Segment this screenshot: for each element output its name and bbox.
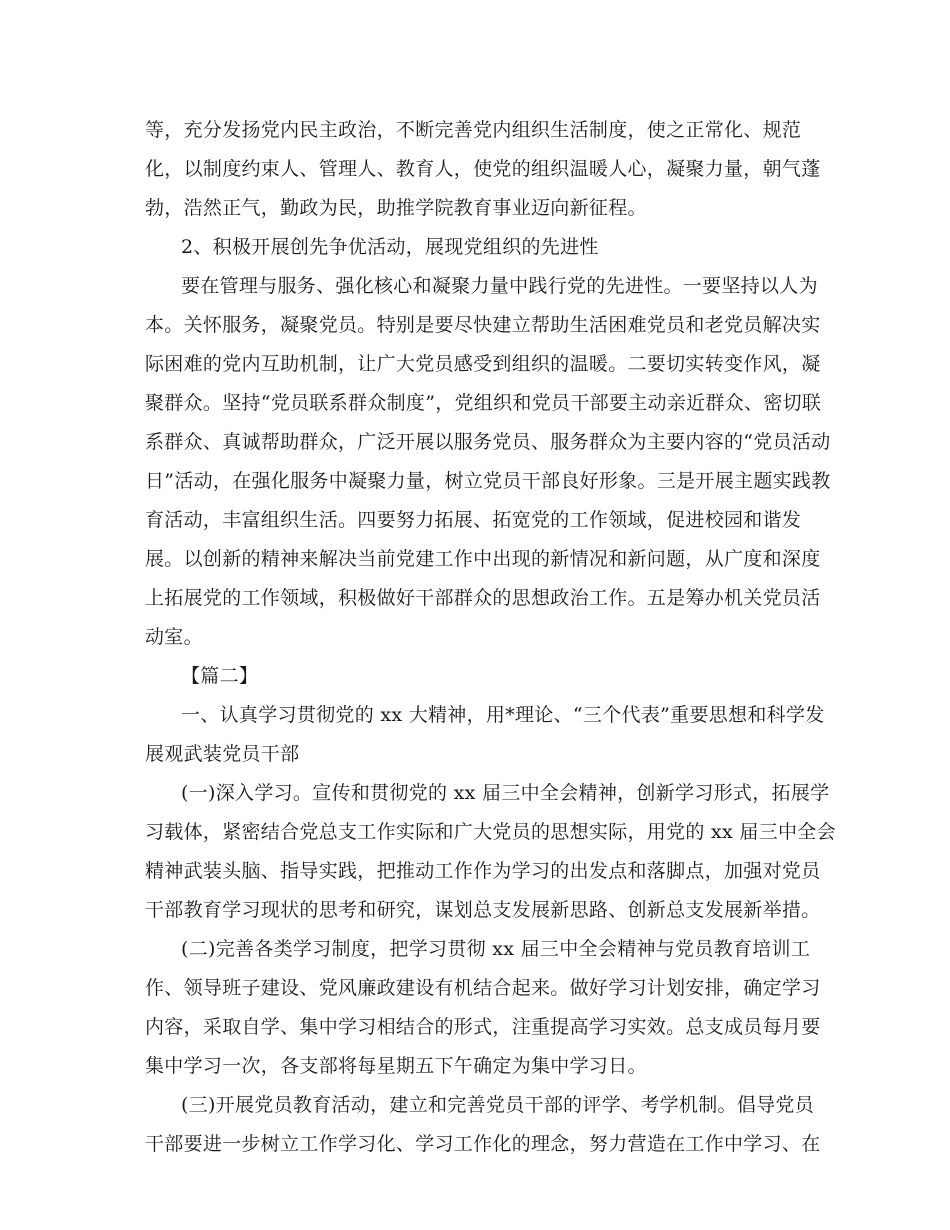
- text-line: 日”活动，在强化服务中凝聚力量，树立党员干部良好形象。三是开展主题实践教: [145, 470, 831, 492]
- text-line: 集中学习一次，各支部将每星期五下午确定为集中学习日。: [145, 1055, 647, 1077]
- text-line: 【篇二】: [181, 665, 259, 687]
- text-line: 上拓展党的工作领域，积极做好干部群众的思想政治工作。五是筹办机关党员活: [145, 587, 821, 609]
- text-line: 习载体，紧密结合党总支工作实际和广大党员的思想实际，用党的 xx 届三中全会: [145, 821, 836, 843]
- text-line: (三)开展党员教育活动，建立和完善党员干部的评学、考学机制。倡导党员: [181, 1094, 815, 1116]
- text-line: 作、领导班子建设、党风廉政建设有机结合起来。做好学习计划安排，确定学习: [145, 977, 821, 999]
- text-line: 际困难的党内互助机制，让广大党员感受到组织的温暖。二要切实转变作风，凝: [145, 353, 821, 375]
- text-line: (一)深入学习。宣传和贯彻党的 xx 届三中全会精神，创新学习形式，拓展学: [181, 782, 830, 804]
- text-line: 精神武装头脑、指导实践，把推动工作作为学习的出发点和落脚点，加强对党员: [145, 860, 821, 882]
- text-line: 等，充分发扬党内民主政治，不断完善党内组织生活制度，使之正常化、规范: [145, 119, 802, 141]
- text-line: 本。关怀服务，凝聚党员。特别是要尽快建立帮助生活困难党员和老党员解决实: [145, 314, 821, 336]
- text-line: 一、认真学习贯彻党的 xx 大精神，用*理论、“三个代表”重要思想和科学发: [181, 704, 825, 726]
- text-line: 系群众、真诚帮助群众，广泛开展以服务党员、服务群众为主要内容的“党员活动: [145, 431, 831, 453]
- text-line: 勃，浩然正气，勤政为民，助推学院教育事业迈向新征程。: [145, 197, 647, 219]
- text-line: 要在管理与服务、强化核心和凝聚力量中践行党的先进性。一要坚持以人为: [181, 275, 818, 297]
- text-line: 展。以创新的精神来解决当前党建工作中出现的新情况和新问题，从广度和深度: [145, 548, 821, 570]
- text-line: 干部教育学习现状的思考和研究，谋划总支发展新思路、创新总支发展新举措。: [145, 899, 821, 921]
- text-line: 展观武装党员干部: [145, 743, 300, 765]
- text-line: 育活动，丰富组织生活。四要努力拓展、拓宽党的工作领域，促进校园和谐发: [145, 509, 802, 531]
- text-line: 聚群众。坚持“党员联系群众制度”，党组织和党员干部要主动亲近群众、密切联: [145, 392, 822, 414]
- text-line: (二)完善各类学习制度，把学习贯彻 xx 届三中全会精神与党员教育培训工: [181, 938, 811, 960]
- text-line: 2、积极开展创先争优活动，展现党组织的先进性: [181, 236, 599, 258]
- text-line: 化，以制度约束人、管理人、教育人，使党的组织温暖人心，凝聚力量，朝气蓬: [145, 158, 821, 180]
- text-line: 干部要进一步树立工作学习化、学习工作化的理念，努力营造在工作中学习、在: [145, 1133, 821, 1155]
- text-line: 内容，采取自学、集中学习相结合的形式，注重提高学习实效。总支成员每月要: [145, 1016, 821, 1038]
- text-line: 动室。: [145, 626, 203, 648]
